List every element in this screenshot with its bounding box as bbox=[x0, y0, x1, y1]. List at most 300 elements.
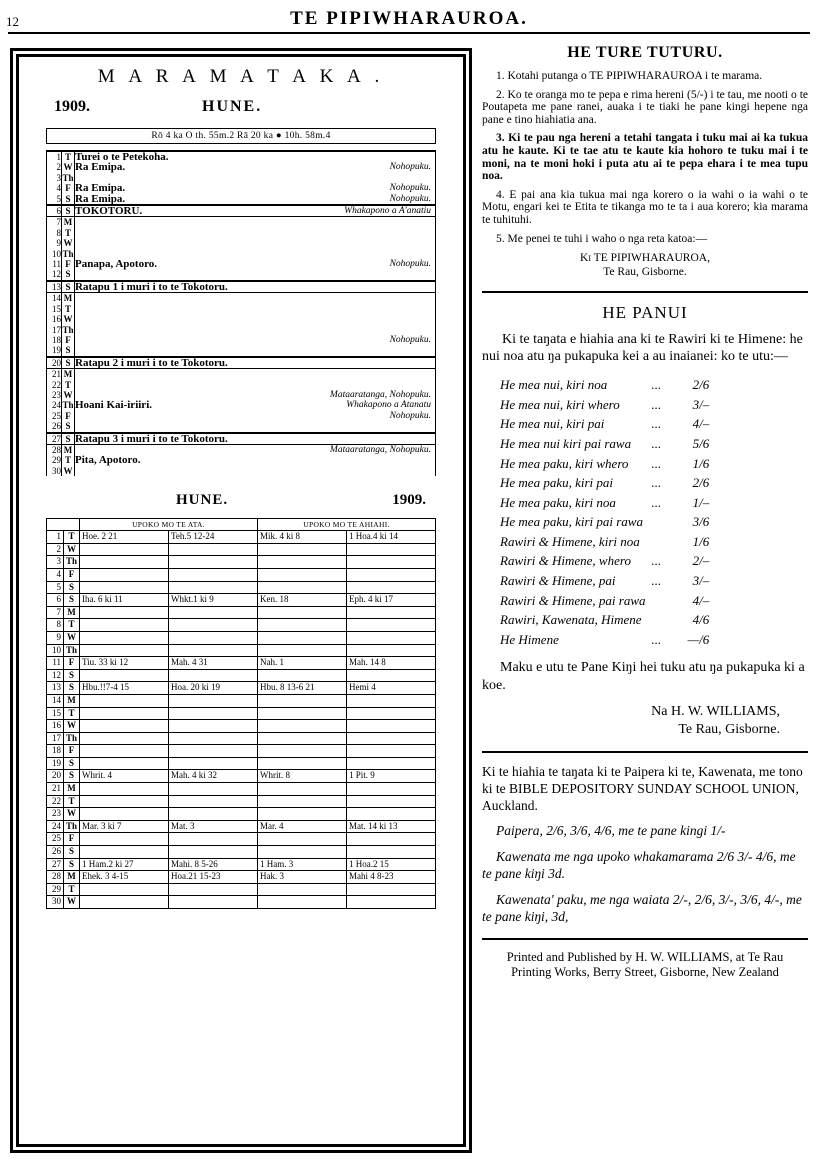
lectionary-morning-1 bbox=[80, 581, 169, 594]
calendar-day-letter: S bbox=[62, 281, 75, 293]
calendar-row bbox=[47, 304, 436, 314]
lectionary-evening-1 bbox=[257, 631, 346, 644]
lectionary-evening-1 bbox=[257, 619, 346, 632]
lectionary-morning-2 bbox=[168, 631, 257, 644]
lectionary-evening-2 bbox=[346, 644, 435, 657]
calendar-row bbox=[47, 433, 436, 445]
signature-name: Na H. W. WILLIAMS, bbox=[651, 704, 780, 720]
lectionary-evening-1 bbox=[257, 556, 346, 569]
calendar-day-letter: F bbox=[62, 411, 75, 421]
lectionary-morning-2 bbox=[168, 757, 257, 770]
lectionary-morning-2 bbox=[168, 568, 257, 581]
lectionary-evening-2: 1 Hoa.2 15 bbox=[346, 858, 435, 871]
imprint-line-1: Printed and Published by H. W. WILLIAMS, at Te Rau bbox=[506, 949, 784, 964]
calendar-day-letter: Th bbox=[62, 400, 74, 411]
lectionary-day-letter: T bbox=[63, 531, 79, 544]
calendar-row bbox=[47, 194, 436, 205]
ture-item bbox=[482, 132, 808, 182]
price-dots: ... bbox=[651, 475, 662, 491]
calendar-day-number: 6 bbox=[47, 205, 62, 217]
lectionary-morning-2 bbox=[168, 896, 257, 909]
calendar-day-number: 16 bbox=[47, 314, 62, 324]
calendar-day-letter: W bbox=[63, 465, 73, 476]
calendar-note: Nohopuku. bbox=[389, 259, 431, 270]
calendar-heading: M A R A M A T A K A . bbox=[97, 66, 385, 87]
ture-item-text: E pai ana kia tukua mai nga korero o ia wahi o ia wahi o te Motu, engari kei te Etita te tikanga mo te ta i aua korero; kia marama te tuhituhi. bbox=[482, 188, 809, 226]
lectionary-morning-2 bbox=[168, 644, 257, 657]
calendar-event bbox=[75, 466, 436, 476]
lectionary-day-number: 3 bbox=[47, 556, 64, 569]
calendar-event-label: Ra Emipa. bbox=[75, 161, 126, 174]
price-amount: 1/6 bbox=[692, 533, 710, 549]
price-item-label: He mea nui, kiri pai bbox=[500, 416, 605, 432]
calendar-day-letter: Th bbox=[62, 324, 74, 335]
lectionary-evening-2 bbox=[346, 707, 435, 720]
lectionary-evening-1: Mar. 4 bbox=[257, 820, 346, 833]
lectionary-row bbox=[47, 669, 436, 682]
signature-place: Te Rau, Gisborne. bbox=[678, 722, 780, 738]
price-dots: ... bbox=[651, 435, 662, 451]
lectionary-evening-1 bbox=[257, 833, 346, 846]
calendar-event-label: Panapa, Apotoro. bbox=[75, 258, 158, 271]
ture-address-line1: Ki TE PIPIWHARAUROA, bbox=[580, 252, 710, 265]
ture-item-number: 2. bbox=[496, 88, 508, 101]
lectionary-header bbox=[46, 492, 436, 512]
calendar-day-letter: W bbox=[63, 238, 73, 249]
lectionary-evening-2 bbox=[346, 846, 435, 859]
lectionary-day-number: 22 bbox=[47, 795, 64, 808]
calendar-day-letter: M bbox=[62, 444, 75, 455]
calendar-day-number: 21 bbox=[47, 369, 62, 380]
calendar-event bbox=[75, 421, 436, 432]
ture-item bbox=[482, 70, 808, 83]
calendar-day-letter: S bbox=[62, 421, 75, 432]
price-dots: ... bbox=[651, 573, 662, 589]
lectionary-day-number: 9 bbox=[47, 631, 64, 644]
divider-2 bbox=[482, 751, 808, 753]
lectionary-day-letter: S bbox=[63, 581, 79, 594]
price-item-label: Rawiri & Himene, kiri noa bbox=[500, 533, 640, 549]
price-amount: 2/6 bbox=[692, 377, 710, 393]
calendar-note: Nohopuku. bbox=[389, 410, 431, 421]
lectionary-morning-1 bbox=[80, 732, 169, 745]
calendar-day-letter: S bbox=[62, 205, 75, 217]
calendar-event bbox=[75, 433, 436, 445]
lectionary-day-number: 10 bbox=[47, 644, 64, 657]
panui-signature bbox=[482, 703, 808, 739]
lectionary-evening-2 bbox=[346, 720, 435, 733]
lectionary-day-letter: T bbox=[63, 619, 79, 632]
calendar-day-number: 11 bbox=[47, 259, 62, 269]
ture-heading: HE TURE TUTURU. bbox=[567, 44, 723, 61]
calendar-day-number: 15 bbox=[47, 304, 62, 314]
calendar-day-number: 29 bbox=[47, 455, 62, 465]
price-amount: 1/6 bbox=[692, 455, 710, 471]
lectionary-evening-2 bbox=[346, 581, 435, 594]
lectionary-morning-2 bbox=[168, 783, 257, 796]
calendar-row bbox=[47, 269, 436, 280]
calendar-row bbox=[47, 205, 436, 217]
ture-item-text: Me penei te tuhi i waho o nga reta katoa:— bbox=[507, 232, 708, 245]
calendar-note: Nohopuku. bbox=[389, 193, 431, 204]
price-row bbox=[500, 434, 709, 454]
lectionary-morning-1 bbox=[80, 707, 169, 720]
price-amount: 4/6 bbox=[692, 612, 710, 628]
price-row bbox=[500, 395, 709, 415]
ture-item-text: Ko te oranga mo te pepa e rima hereni (5/-) i te tau, me nooti o te Poutapeta me pane ranei, auaka i te tiaki he pane kingi hepene nga pane e tino hiahiatia ana. bbox=[482, 88, 808, 126]
lectionary-day-letter: M bbox=[63, 694, 79, 707]
price-row bbox=[500, 610, 709, 630]
lectionary-day-letter: W bbox=[63, 631, 79, 644]
lectionary-evening-1 bbox=[257, 644, 346, 657]
ture-item-number: 5. bbox=[496, 232, 508, 245]
lectionary-row bbox=[47, 757, 436, 770]
lectionary-day-letter: W bbox=[63, 543, 79, 556]
price-item-label: He mea paku, kiri pai bbox=[500, 475, 614, 491]
calendar-month: HUNE. bbox=[202, 98, 263, 115]
lectionary-morning-1 bbox=[80, 669, 169, 682]
lectionary-evening-2 bbox=[346, 732, 435, 745]
lectionary-evening-2: Eph. 4 ki 17 bbox=[346, 594, 435, 607]
lectionary-day-number: 8 bbox=[47, 619, 64, 632]
lectionary-row bbox=[47, 896, 436, 909]
calendar-day-number: 28 bbox=[47, 444, 62, 455]
lectionary-evening-2: 1 Hoa.4 ki 14 bbox=[346, 531, 435, 544]
calendar-event bbox=[75, 293, 436, 304]
calendar-row bbox=[47, 335, 436, 345]
calendar-day-number: 9 bbox=[47, 238, 62, 248]
price-amount: 3/– bbox=[692, 573, 710, 589]
lectionary-day-number: 12 bbox=[47, 669, 64, 682]
ture-item-number: 1. bbox=[496, 70, 508, 82]
lectionary-evening-1 bbox=[257, 846, 346, 859]
imprint bbox=[482, 950, 808, 980]
lectionary-day-letter: Th bbox=[63, 556, 79, 569]
lectionary-day-letter: Th bbox=[63, 732, 79, 745]
calendar-day-letter: S bbox=[62, 269, 75, 280]
calendar-note: Nohopuku. bbox=[389, 162, 431, 173]
calendar-event bbox=[75, 173, 436, 183]
lectionary-evening-2 bbox=[346, 694, 435, 707]
price-row bbox=[500, 512, 709, 532]
lectionary-morning-1: 1 Ham.2 ki 27 bbox=[80, 858, 169, 871]
calendar-day-number: 19 bbox=[47, 345, 62, 356]
calendar-event-label: Ra Emipa. bbox=[75, 192, 126, 205]
price-item-label: He mea nui, kiri noa bbox=[500, 377, 608, 393]
calendar-note: Whakapono a Atanatu bbox=[346, 400, 431, 411]
divider-3 bbox=[482, 938, 808, 940]
lectionary-morning-1: Ehek. 3 4-15 bbox=[80, 871, 169, 884]
lectionary-morning-1 bbox=[80, 833, 169, 846]
lectionary-row bbox=[47, 594, 436, 607]
calendar-row bbox=[47, 345, 436, 356]
lectionary-day-letter: F bbox=[63, 657, 79, 670]
lectionary-evening-2 bbox=[346, 543, 435, 556]
imprint-line-2: Printing Works, Berry Street, Gisborne, New Zealand bbox=[511, 964, 779, 979]
calendar-day-letter: M bbox=[62, 369, 75, 380]
lectionary-evening-1: Hak. 3 bbox=[257, 871, 346, 884]
lectionary-day-number: 5 bbox=[47, 581, 64, 594]
price-list bbox=[500, 375, 709, 649]
calendar-event bbox=[75, 228, 436, 238]
lectionary-day-letter: F bbox=[63, 568, 79, 581]
calendar-row bbox=[47, 238, 436, 248]
price-item-label: He Himene bbox=[500, 631, 559, 647]
lectionary-day-number: 29 bbox=[47, 883, 64, 896]
calendar-day-number: 1 bbox=[47, 151, 62, 162]
lectionary-evening-1 bbox=[257, 606, 346, 619]
lectionary-row bbox=[47, 745, 436, 758]
calendar-event bbox=[75, 259, 436, 269]
calendar-day-letter: Th bbox=[62, 172, 74, 183]
lectionary-morning-2 bbox=[168, 883, 257, 896]
calendar-event-label: Hoani Kai-iriiri. bbox=[75, 399, 152, 412]
lectionary-evening-2: Mat. 14 ki 13 bbox=[346, 820, 435, 833]
lectionary-morning-2 bbox=[168, 707, 257, 720]
lectionary-row bbox=[47, 556, 436, 569]
calendar-event-label: Ratapu 1 i muri i to te Tokotoru. bbox=[75, 280, 228, 293]
lectionary-evening-1 bbox=[257, 720, 346, 733]
calendar-day-number: 18 bbox=[47, 335, 62, 345]
calendar-row bbox=[47, 217, 436, 228]
lectionary-day-letter: Th bbox=[63, 644, 79, 657]
lectionary-day-number: 23 bbox=[47, 808, 64, 821]
lectionary-morning-1 bbox=[80, 631, 169, 644]
calendar-day-number: 25 bbox=[47, 411, 62, 421]
calendar-row bbox=[47, 357, 436, 369]
calendar-day-number: 5 bbox=[47, 194, 62, 205]
price-dots: ... bbox=[651, 494, 662, 510]
calendar-event bbox=[75, 325, 436, 335]
lectionary-evening-1: 1 Ham. 3 bbox=[257, 858, 346, 871]
calendar-row bbox=[47, 325, 436, 335]
calendar-event bbox=[75, 194, 436, 205]
lectionary-morning-2: Mah. 4 31 bbox=[168, 657, 257, 670]
lectionary-morning-2 bbox=[168, 543, 257, 556]
lectionary-day-number: 16 bbox=[47, 720, 64, 733]
lectionary-evening-1 bbox=[257, 568, 346, 581]
lectionary-day-letter: S bbox=[63, 594, 79, 607]
calendar-day-number: 30 bbox=[47, 466, 62, 476]
calendar-year: 1909. bbox=[54, 98, 90, 115]
calendar-day-letter: T bbox=[62, 455, 75, 465]
price-row bbox=[500, 630, 709, 650]
lectionary-day-number: 15 bbox=[47, 707, 64, 720]
price-amount: 5/6 bbox=[692, 435, 710, 451]
lectionary-day-number: 2 bbox=[47, 543, 64, 556]
calendar-day-letter: W bbox=[63, 314, 73, 325]
lectionary-row bbox=[47, 644, 436, 657]
lectionary-morning-1: Iha. 6 ki 11 bbox=[80, 594, 169, 607]
lectionary-evening-1 bbox=[257, 783, 346, 796]
panui-intro: Ki te taŋata e hiahia ana ki te Rawiri ki te Himene: he nui noa atu ŋa pukapuka kei a au inaianei: ko te utu:— bbox=[482, 332, 803, 365]
calendar-event-label: Ratapu 3 i muri i to te Tokotoru. bbox=[75, 432, 228, 445]
lectionary-morning-1: Hoe. 2 21 bbox=[80, 531, 169, 544]
calendar-event bbox=[75, 162, 436, 172]
calendar-row bbox=[47, 466, 436, 476]
lectionary-evening-2: Mah. 14 8 bbox=[346, 657, 435, 670]
lectionary-evening-1 bbox=[257, 757, 346, 770]
lectionary-row bbox=[47, 631, 436, 644]
lectionary-morning-1 bbox=[80, 846, 169, 859]
calendar-note: Nohopuku. bbox=[389, 334, 431, 345]
calendar-event-label: Ra Emipa. bbox=[75, 182, 126, 195]
lectionary-evening-1: Ken. 18 bbox=[257, 594, 346, 607]
lectionary-row bbox=[47, 846, 436, 859]
price-row bbox=[500, 571, 709, 591]
price-item-label: He mea paku, kiri whero bbox=[500, 455, 629, 471]
calendar-note: Mataaratanga, Nohopuku. bbox=[329, 389, 431, 400]
lectionary-row bbox=[47, 568, 436, 581]
lectionary-morning-1 bbox=[80, 606, 169, 619]
calendar-day-number: 2 bbox=[47, 162, 62, 172]
calendar-year-month bbox=[32, 98, 450, 120]
calendar-row bbox=[47, 400, 436, 410]
price-item-label: Rawiri & Himene, whero bbox=[500, 553, 631, 569]
price-amount: 2/– bbox=[692, 553, 710, 569]
calendar-day-number: 10 bbox=[47, 249, 62, 259]
lectionary-row bbox=[47, 682, 436, 695]
masthead-rule bbox=[8, 32, 810, 34]
ture-item bbox=[482, 89, 808, 127]
lectionary-day-number: 28 bbox=[47, 871, 64, 884]
calendar-day-number: 7 bbox=[47, 217, 62, 228]
lectionary-evening-1: Whrit. 8 bbox=[257, 770, 346, 783]
calendar-event bbox=[75, 183, 436, 193]
lectionary-morning-2 bbox=[168, 795, 257, 808]
price-row bbox=[500, 414, 709, 434]
lectionary-morning-2: Hoa. 20 ki 19 bbox=[168, 682, 257, 695]
lectionary-evening-2 bbox=[346, 631, 435, 644]
price-item-label: He mea nui kiri pai rawa bbox=[500, 435, 632, 451]
calendar-event bbox=[75, 380, 436, 390]
calendar-day-letter: S bbox=[62, 345, 75, 356]
price-dots: ... bbox=[651, 396, 662, 412]
lectionary-day-number: 11 bbox=[47, 657, 64, 670]
ture-item-text: Kotahi putanga o TE PIPIWHARAUROA i te marama. bbox=[507, 70, 763, 82]
ture-item-text: Ki te pau nga hereni a tetahi tangata i tuku mai ai ka tukua atu he kaute. Ki te tae atu te kaute kia hohoro te tuku mai i te moni, na te moni hoki i puta atu ai te pepa ehara i te mea tupu noa. bbox=[482, 132, 809, 183]
lectionary-evening-2 bbox=[346, 568, 435, 581]
calendar-event-label: Pita, Apotoro. bbox=[75, 454, 141, 467]
calendar-row bbox=[47, 259, 436, 269]
lectionary-morning-1 bbox=[80, 783, 169, 796]
calendar-row bbox=[47, 369, 436, 380]
calendar-day-letter: S bbox=[62, 357, 75, 369]
lectionary-row bbox=[47, 581, 436, 594]
lectionary-morning-1 bbox=[80, 644, 169, 657]
calendar-event bbox=[75, 304, 436, 314]
calendar-event bbox=[75, 411, 436, 421]
lectionary-evening-2: Mahi 4 8-23 bbox=[346, 871, 435, 884]
calendar-event bbox=[75, 455, 436, 465]
lectionary-table bbox=[46, 518, 436, 909]
calendar-event bbox=[75, 151, 436, 162]
calendar-block bbox=[32, 62, 450, 909]
panui-closing: Maku e utu te Pane Kiŋi hei tuku atu ŋa pukapuka ki a koe. bbox=[482, 660, 805, 694]
price-item-label: Rawiri & Himene, pai bbox=[500, 573, 616, 589]
calendar-day-number: 24 bbox=[47, 400, 62, 410]
calendar-day-number: 8 bbox=[47, 228, 62, 238]
ture-items bbox=[482, 70, 808, 245]
lectionary-row bbox=[47, 694, 436, 707]
lectionary-day-number: 30 bbox=[47, 896, 64, 909]
lectionary-morning-header: UPOKO MO TE ATA. bbox=[80, 519, 258, 531]
lectionary-evening-1 bbox=[257, 669, 346, 682]
lectionary-row bbox=[47, 858, 436, 871]
calendar-event bbox=[75, 345, 436, 356]
lectionary-evening-1 bbox=[257, 694, 346, 707]
lectionary-day-number: 18 bbox=[47, 745, 64, 758]
calendar-event bbox=[75, 238, 436, 248]
price-dots bbox=[646, 610, 668, 630]
lectionary-row bbox=[47, 808, 436, 821]
right-column bbox=[482, 44, 808, 980]
calendar-table bbox=[46, 150, 436, 476]
ture-item-number: 3. bbox=[496, 132, 509, 145]
lectionary-morning-2 bbox=[168, 669, 257, 682]
calendar-row bbox=[47, 380, 436, 390]
calendar-day-number: 26 bbox=[47, 421, 62, 432]
price-dots bbox=[646, 532, 668, 552]
calendar-event bbox=[75, 217, 436, 228]
lectionary-day-letter: T bbox=[63, 707, 79, 720]
lectionary-morning-2 bbox=[168, 720, 257, 733]
calendar-day-number: 22 bbox=[47, 380, 62, 390]
price-row bbox=[500, 551, 709, 571]
price-row bbox=[500, 591, 709, 611]
calendar-day-number: 3 bbox=[47, 173, 62, 183]
lectionary-evening-1 bbox=[257, 581, 346, 594]
lectionary-day-letter: T bbox=[63, 883, 79, 896]
calendar-day-number: 17 bbox=[47, 325, 62, 335]
price-amount: 1/– bbox=[692, 494, 710, 510]
lectionary-morning-1 bbox=[80, 694, 169, 707]
lectionary-row bbox=[47, 820, 436, 833]
lectionary-morning-2: Teh.5 12-24 bbox=[168, 531, 257, 544]
lectionary-day-letter: S bbox=[63, 682, 79, 695]
moon-phase-bar: Rō 4 ka O th. 55m.2 Rā 20 ka ● 10h. 58m.4 bbox=[46, 128, 436, 144]
lectionary-year: 1909. bbox=[392, 492, 426, 509]
calendar-day-number: 14 bbox=[47, 293, 62, 304]
lectionary-morning-2 bbox=[168, 745, 257, 758]
lectionary-day-letter: M bbox=[63, 783, 79, 796]
lectionary-day-number: 13 bbox=[47, 682, 64, 695]
lectionary-day-letter: S bbox=[63, 770, 79, 783]
calendar-day-letter: T bbox=[62, 228, 75, 238]
lectionary-day-letter: S bbox=[63, 858, 79, 871]
bible-price-line-2: Kawenata me nga upoko whakamarama 2/6 3/- 4/6, me te pane kiŋi 3d. bbox=[482, 848, 796, 882]
calendar-row bbox=[47, 411, 436, 421]
price-row bbox=[500, 493, 709, 513]
lectionary-evening-1: Nah. 1 bbox=[257, 657, 346, 670]
price-dots: ... bbox=[651, 377, 662, 393]
lectionary-evening-1: Hbu. 8 13-6 21 bbox=[257, 682, 346, 695]
lectionary-evening-1 bbox=[257, 745, 346, 758]
ture-item bbox=[482, 233, 808, 246]
calendar-day-number: 20 bbox=[47, 357, 62, 369]
masthead bbox=[0, 8, 818, 30]
lectionary-day-letter: W bbox=[63, 720, 79, 733]
price-amount: 3/6 bbox=[692, 514, 710, 530]
calendar-row bbox=[47, 314, 436, 324]
lectionary-morning-1 bbox=[80, 619, 169, 632]
lectionary-row bbox=[47, 783, 436, 796]
lectionary-day-number: 20 bbox=[47, 770, 64, 783]
calendar-event bbox=[75, 269, 436, 280]
calendar-day-number: 13 bbox=[47, 281, 62, 293]
lectionary-evening-2 bbox=[346, 808, 435, 821]
lectionary-morning-1 bbox=[80, 568, 169, 581]
